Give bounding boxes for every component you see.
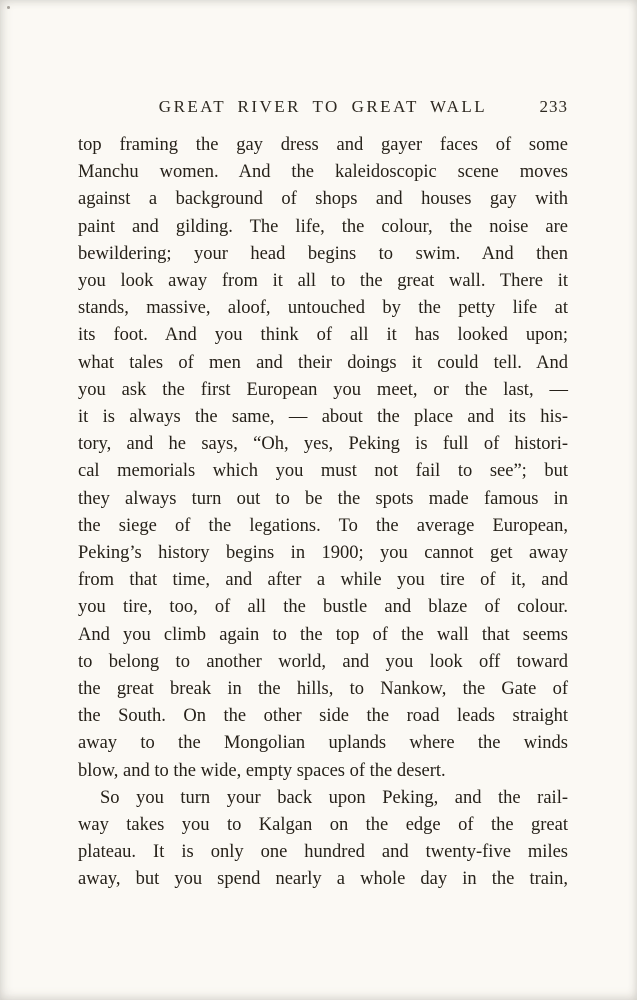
text-line: tory, and he says, “Oh, yes, Peking is full of histori- — [78, 434, 568, 455]
text-line: you look away from it all to the great wall. There it — [78, 271, 568, 292]
text-line: away to the Mongolian uplands where the winds — [78, 733, 568, 754]
text-line: you ask the first European you meet, or the last, — — [78, 379, 568, 400]
text-line: cal memorials which you must not fail to see”; but — [78, 461, 568, 482]
text-line: its foot. And you think of all it has looked upon; — [78, 325, 568, 346]
text-line: the great break in the hills, to Nankow, the Gate of — [78, 679, 568, 700]
scan-speck — [7, 6, 10, 9]
text-line: paint and gilding. The life, the colour, the noise are — [78, 216, 568, 237]
text-line: from that time, and after a while you tire of it, and — [78, 570, 568, 591]
text-line: against a background of shops and houses gay with — [78, 189, 568, 210]
text-line: Manchu women. And the kaleidoscopic scene moves — [78, 162, 568, 183]
text-line: to belong to another world, and you look off toward — [78, 651, 568, 672]
text-line: bewildering; your head begins to swim. And then — [78, 243, 568, 264]
body-text — [78, 132, 568, 894]
paragraph — [78, 785, 568, 894]
text-line: And you climb again to the top of the wall that seems — [78, 624, 568, 645]
page-number: 233 — [539, 97, 568, 116]
text-line: away, but you spend nearly a whole day in the train, — [78, 869, 568, 890]
text-line: the South. On the other side the road leads straight — [78, 706, 568, 727]
text-line: blow, and to the wide, empty spaces of the desert. — [78, 760, 446, 781]
text-line: Peking’s history begins in 1900; you cannot get away — [78, 543, 568, 564]
text-line: they always turn out to be the spots made famous in — [78, 488, 568, 509]
text-line: way takes you to Kalgan on the edge of the great — [78, 815, 568, 836]
chapter-title: GREAT RIVER TO GREAT WALL — [158, 97, 488, 116]
text-line: stands, massive, aloof, untouched by the petty life at — [78, 298, 568, 319]
page-header — [78, 95, 568, 119]
text-line: So you turn your back upon Peking, and the rail- — [100, 787, 568, 808]
text-line: the siege of the legations. To the average European, — [78, 515, 568, 536]
paragraph — [78, 132, 568, 785]
text-line: you tire, too, of all the bustle and blaze of colour. — [78, 597, 568, 618]
text-line: what tales of men and their doings it could tell. And — [78, 352, 568, 373]
text-line: top framing the gay dress and gayer faces of some — [78, 135, 568, 155]
text-line: it is always the same, — about the place and its his- — [78, 407, 568, 428]
text-line: plateau. It is only one hundred and twenty-five miles — [78, 842, 568, 863]
